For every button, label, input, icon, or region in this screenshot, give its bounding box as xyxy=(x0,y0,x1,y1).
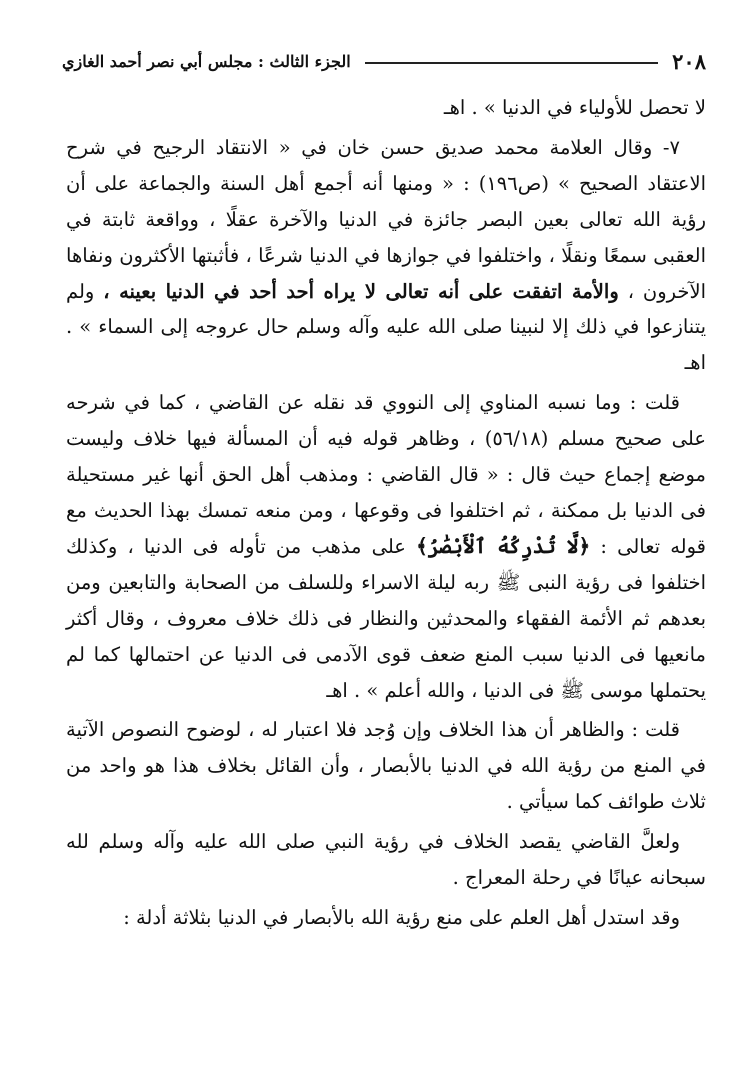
paragraph-6-text: وقد استدل أهل العلم على منع رؤية الله بالأبصار في الدنيا بثلاثة أدلة : xyxy=(123,905,680,929)
body-text xyxy=(66,90,706,940)
running-head: الجزء الثالث : مجلس أبي نصر أحمد الغازي xyxy=(62,51,351,71)
page-header xyxy=(62,44,706,78)
page-number: ٢٠٨ xyxy=(672,48,706,74)
paragraph-3-qadi-quote xyxy=(66,385,706,708)
paragraph-2-quote-siddiq-hasan-khan xyxy=(66,130,706,381)
paragraph-2-text-b: ولم يتنازعوا في ذلك إلا لنبينا صلى الله عليه وآله وسلم حال عروجه إلى السماء » . اهـ xyxy=(66,279,706,375)
paragraph-2-text-a: ٧- وقال العلامة محمد صديق حسن خان في « الانتقاد الرجيح في شرح الاعتقاد الصحيح » (ص١٩٦) : « ومنها أنه أجمع أهل السنة والجماعة على أن رؤية الله تعالى بعين البصر جائزة في الدنيا والآخرة عقلًا ، وواقعة ثابتة في العقبى سمعًا ونقلًا ، واختلفوا في جوازها في الدنيا شرعًا ، فأثبتها الأكثرون ونفاها الآخرون ، xyxy=(66,135,706,303)
paragraph-3-text-b: على مذهب من تأوله فى الدنيا ، وكذلك اختلفوا فى رؤية النبى ﷺ ربه ليلة الاسراء وللسلف من الصحابة والتابعين ومن بعدهم ثم الأئمة الفقهاء والمحدثين والنظار فى ذلك خلاف معروف ، وقال أكثر مانعيها فى الدنيا سبب المنع ضعف قوى الآدمى فى الدنيا عن احتمالها كما لم يحتملها موسى ﷺ فى الدنيا ، والله أعلم » . اهـ xyxy=(66,534,706,702)
header-rule xyxy=(365,62,659,64)
paragraph-4-text: قلت : والظاهر أن هذا الخلاف وإن وُجد فلا اعتبار له ، لوضوح النصوص الآتية في المنع من رؤية الله في الدنيا بالأبصار ، وأن القائل بخلاف هذا هو واحد من ثلاث طوائف كما سيأتي . xyxy=(66,718,706,814)
paragraph-1-text: لا تحصل للأولياء في الدنيا » . اهـ xyxy=(443,96,706,119)
paragraph-5 xyxy=(66,824,706,896)
paragraph-2-bold-consensus: والأمة اتفقت على أنه تعالى لا يراه أحد أحد في الدنيا بعينه ، xyxy=(103,279,619,303)
quran-verse: ﴿لَّا تُدْرِكُهُ ٱلْأَبْصَٰرُ﴾ xyxy=(416,533,591,558)
paragraph-4 xyxy=(66,712,706,820)
paragraph-5-text: ولعلَّ القاضي يقصد الخلاف في رؤية النبي صلى الله عليه وآله وسلم لله سبحانه عيانًا في رحلة المعراج . xyxy=(66,830,706,890)
paragraph-3-text-a: قلت : وما نسبه المناوي إلى النووي قد نقله عن القاضي ، كما في شرحه على صحيح مسلم (٥٦/١٨) ، وظاهر قوله فيه أن المسألة فيها خلاف وليست موضع إجماع حيث قال : « قال القاضي : ومذهب أهل الحق أنها غير مستحيلة فى الدنيا بل ممكنة ، ثم اختلفوا فى وقوعها ، ومن منعه تمسك بهذا الحديث مع قوله تعالى : xyxy=(66,391,706,558)
paragraph-6 xyxy=(66,900,706,936)
paragraph-1 xyxy=(66,90,706,126)
